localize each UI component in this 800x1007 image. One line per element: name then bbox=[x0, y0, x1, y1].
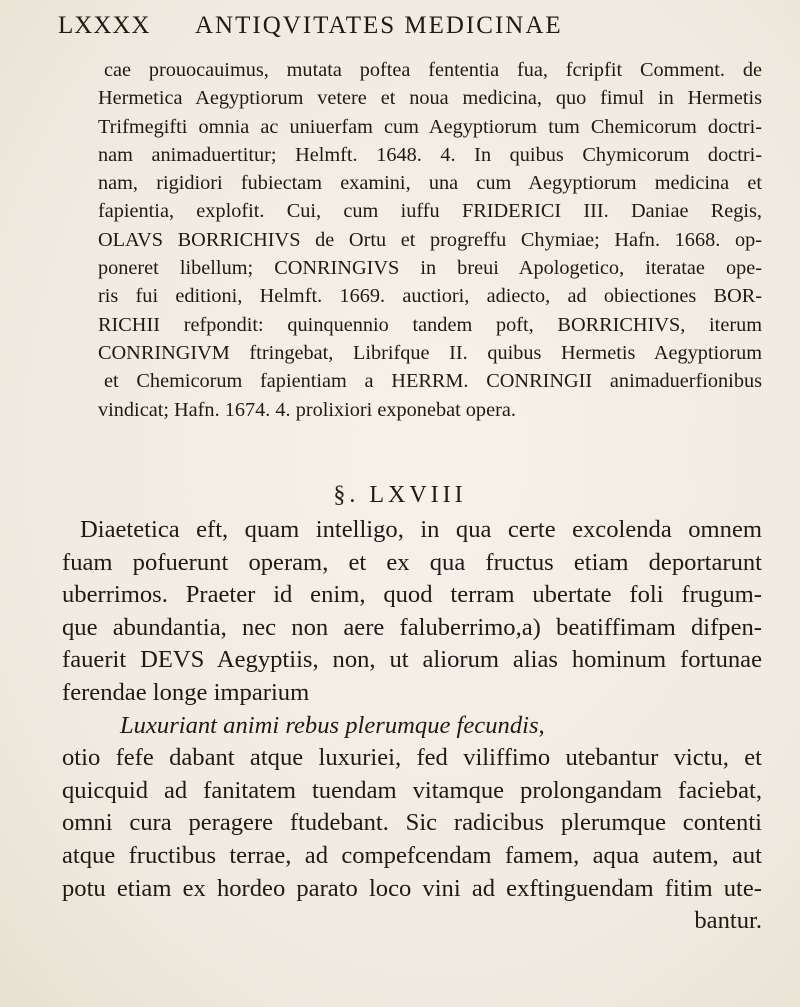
body-line: potu etiam ex hordeo parato loco vini ad exftinguendam fitim ute- bbox=[62, 874, 762, 902]
footnote-line: nam, rigidiori fubiectam examini, una cum Aegyptiorum medicina et bbox=[98, 172, 762, 195]
body-line: que abundantia, nec non aere faluberrimo,a) beatiffimam difpen- bbox=[62, 613, 762, 641]
footnote-block bbox=[90, 56, 762, 424]
footnote-line: CONRINGIVM ftringebat, Librifque II. quibus Hermetis Aegyptiorum bbox=[98, 341, 762, 364]
verse-quotation: Luxuriant animi rebus plerumque fecundis, bbox=[120, 711, 545, 739]
running-head: ANTIQVITATES MEDICINAE bbox=[195, 12, 563, 39]
page-header bbox=[40, 12, 760, 42]
body-line: uberrimos. Praeter id enim, quod terram ubertate foli frugum- bbox=[62, 581, 762, 609]
body-line: bantur. bbox=[694, 907, 762, 935]
footnote-line: nam animaduertitur; Helmft. 1648. 4. In quibus Chymicorum doctri- bbox=[98, 143, 762, 166]
body-line: quicquid ad fanitatem tuendam vitamque prolongandam faciebat, bbox=[62, 776, 762, 804]
footnote-line: RICHII refpondit: quinquennio tandem poft, BORRICHIVS, iterum bbox=[98, 313, 762, 336]
page-number: LXXXX bbox=[58, 12, 151, 39]
footnote-line: ris fui editioni, Helmft. 1669. auctiori, adiecto, ad obiectiones BOR- bbox=[98, 285, 762, 308]
footnote-line: et Chemicorum fapientiam a HERRM. CONRINGII animaduerfionibus bbox=[104, 370, 762, 393]
footnote-line: Hermetica Aegyptiorum vetere et noua medicina, quo fimul in Hermetis bbox=[98, 87, 762, 110]
main-text-block bbox=[62, 514, 762, 938]
footnote-line: fapientia, explofit. Cui, cum iuffu FRIDERICI III. Daniae Regis, bbox=[98, 200, 762, 223]
footnote-line: poneret libellum; CONRINGIVS in breui Apologetico, iteratae ope- bbox=[98, 257, 762, 280]
body-line: fuam pofuerunt operam, et ex qua fructus etiam deportarunt bbox=[62, 548, 762, 576]
body-line: Diaetetica eft, quam intelligo, in qua certe excolenda omnem bbox=[80, 516, 762, 543]
section-heading: §. LXVIII bbox=[333, 482, 467, 508]
footnote-line: vindicat; Hafn. 1674. 4. prolixiori exponebat opera. bbox=[98, 398, 516, 421]
footnote-line: Trifmegifti omnia ac uniuerfam cum Aegyptiorum tum Chemicorum doctri- bbox=[98, 115, 762, 138]
footnote-line: OLAVS BORRICHIVS de Ortu et progreffu Chymiae; Hafn. 1668. op- bbox=[98, 228, 762, 251]
body-line: omni cura peragere ftudebant. Sic radicibus plerumque contenti bbox=[62, 809, 762, 837]
body-line: fauerit DEVS Aegyptiis, non, ut aliorum alias hominum fortunae bbox=[62, 646, 762, 674]
body-line: otio fefe dabant atque luxuriei, fed viliffimo utebantur victu, et bbox=[62, 744, 762, 772]
body-line: ferendae longe imparium bbox=[62, 678, 310, 706]
footnote-line: cae prouocauimus, mutata poftea fententia fua, fcripfit Comment. de bbox=[104, 59, 762, 81]
body-line: atque fructibus terrae, ad compefcendam famem, aqua autem, aut bbox=[62, 841, 762, 869]
